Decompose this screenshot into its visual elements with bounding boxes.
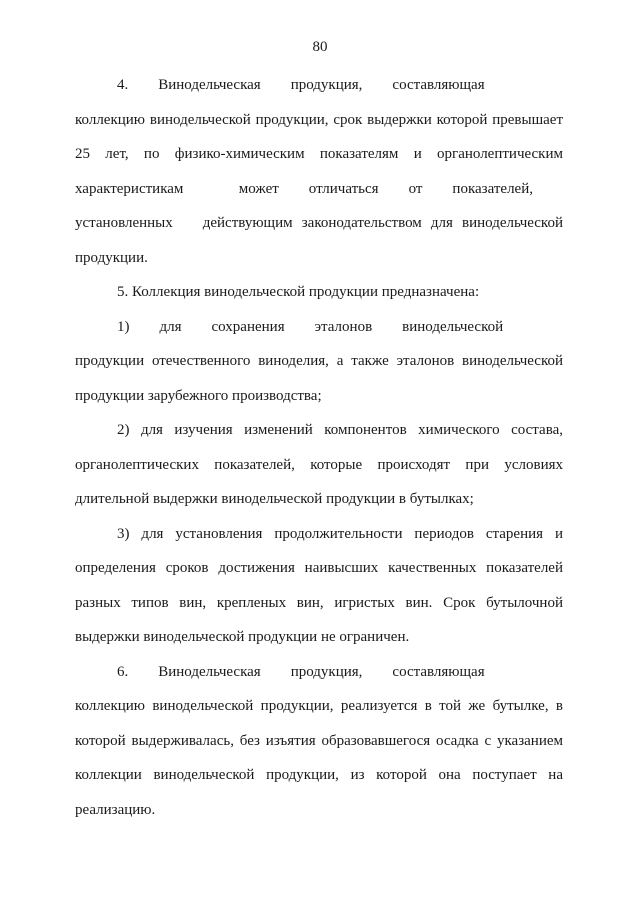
paragraph-5-collection-purpose: 5. Коллекция винодельческой продукции предназначена: (117, 284, 480, 300)
page-number: 80 (312, 39, 328, 55)
list-item-2-study-changes: 2) для изучения изменений компонентов химического состава, органолептических показателей, которые происходят при условиях длительной выдержки винодельческой продукции в бутылках; (75, 422, 563, 507)
document-body (75, 68, 563, 827)
paragraph-6-sale-conditions: 6. Винодельческая продукция, составляющая коллекцию винодельческой продукции, реализуется в той же бутылке, в которой выдерживалась, без изъятия образовавшегося осадка с указанием коллекции винодельческой продукции, из которой она поступает на реализацию. (75, 663, 563, 818)
paragraph-4-unaged-limits: 4. Винодельческая продукция, составляющая коллекцию винодельческой продукции, срок выдержки которой превышает 25 лет, по физико-химическим показателям и органолептическим характеристикам может отличаться от показателей, установленных действующим законодательством для винодельческой продукции. (75, 77, 563, 266)
list-item-3-aging-periods: 3) для установления продолжительности периодов старения и определения сроков достижения наивысших качественных показателей разных типов вин, крепленых вин, игристых вин. Срок бутылочной выдержки винодельческой продукции не ограничен. (75, 525, 563, 645)
list-item-1-preserve-standards: 1) для сохранения эталонов винодельческой продукции отечественного виноделия, а также эталонов винодельческой продукции зарубежного производства; (75, 318, 563, 404)
